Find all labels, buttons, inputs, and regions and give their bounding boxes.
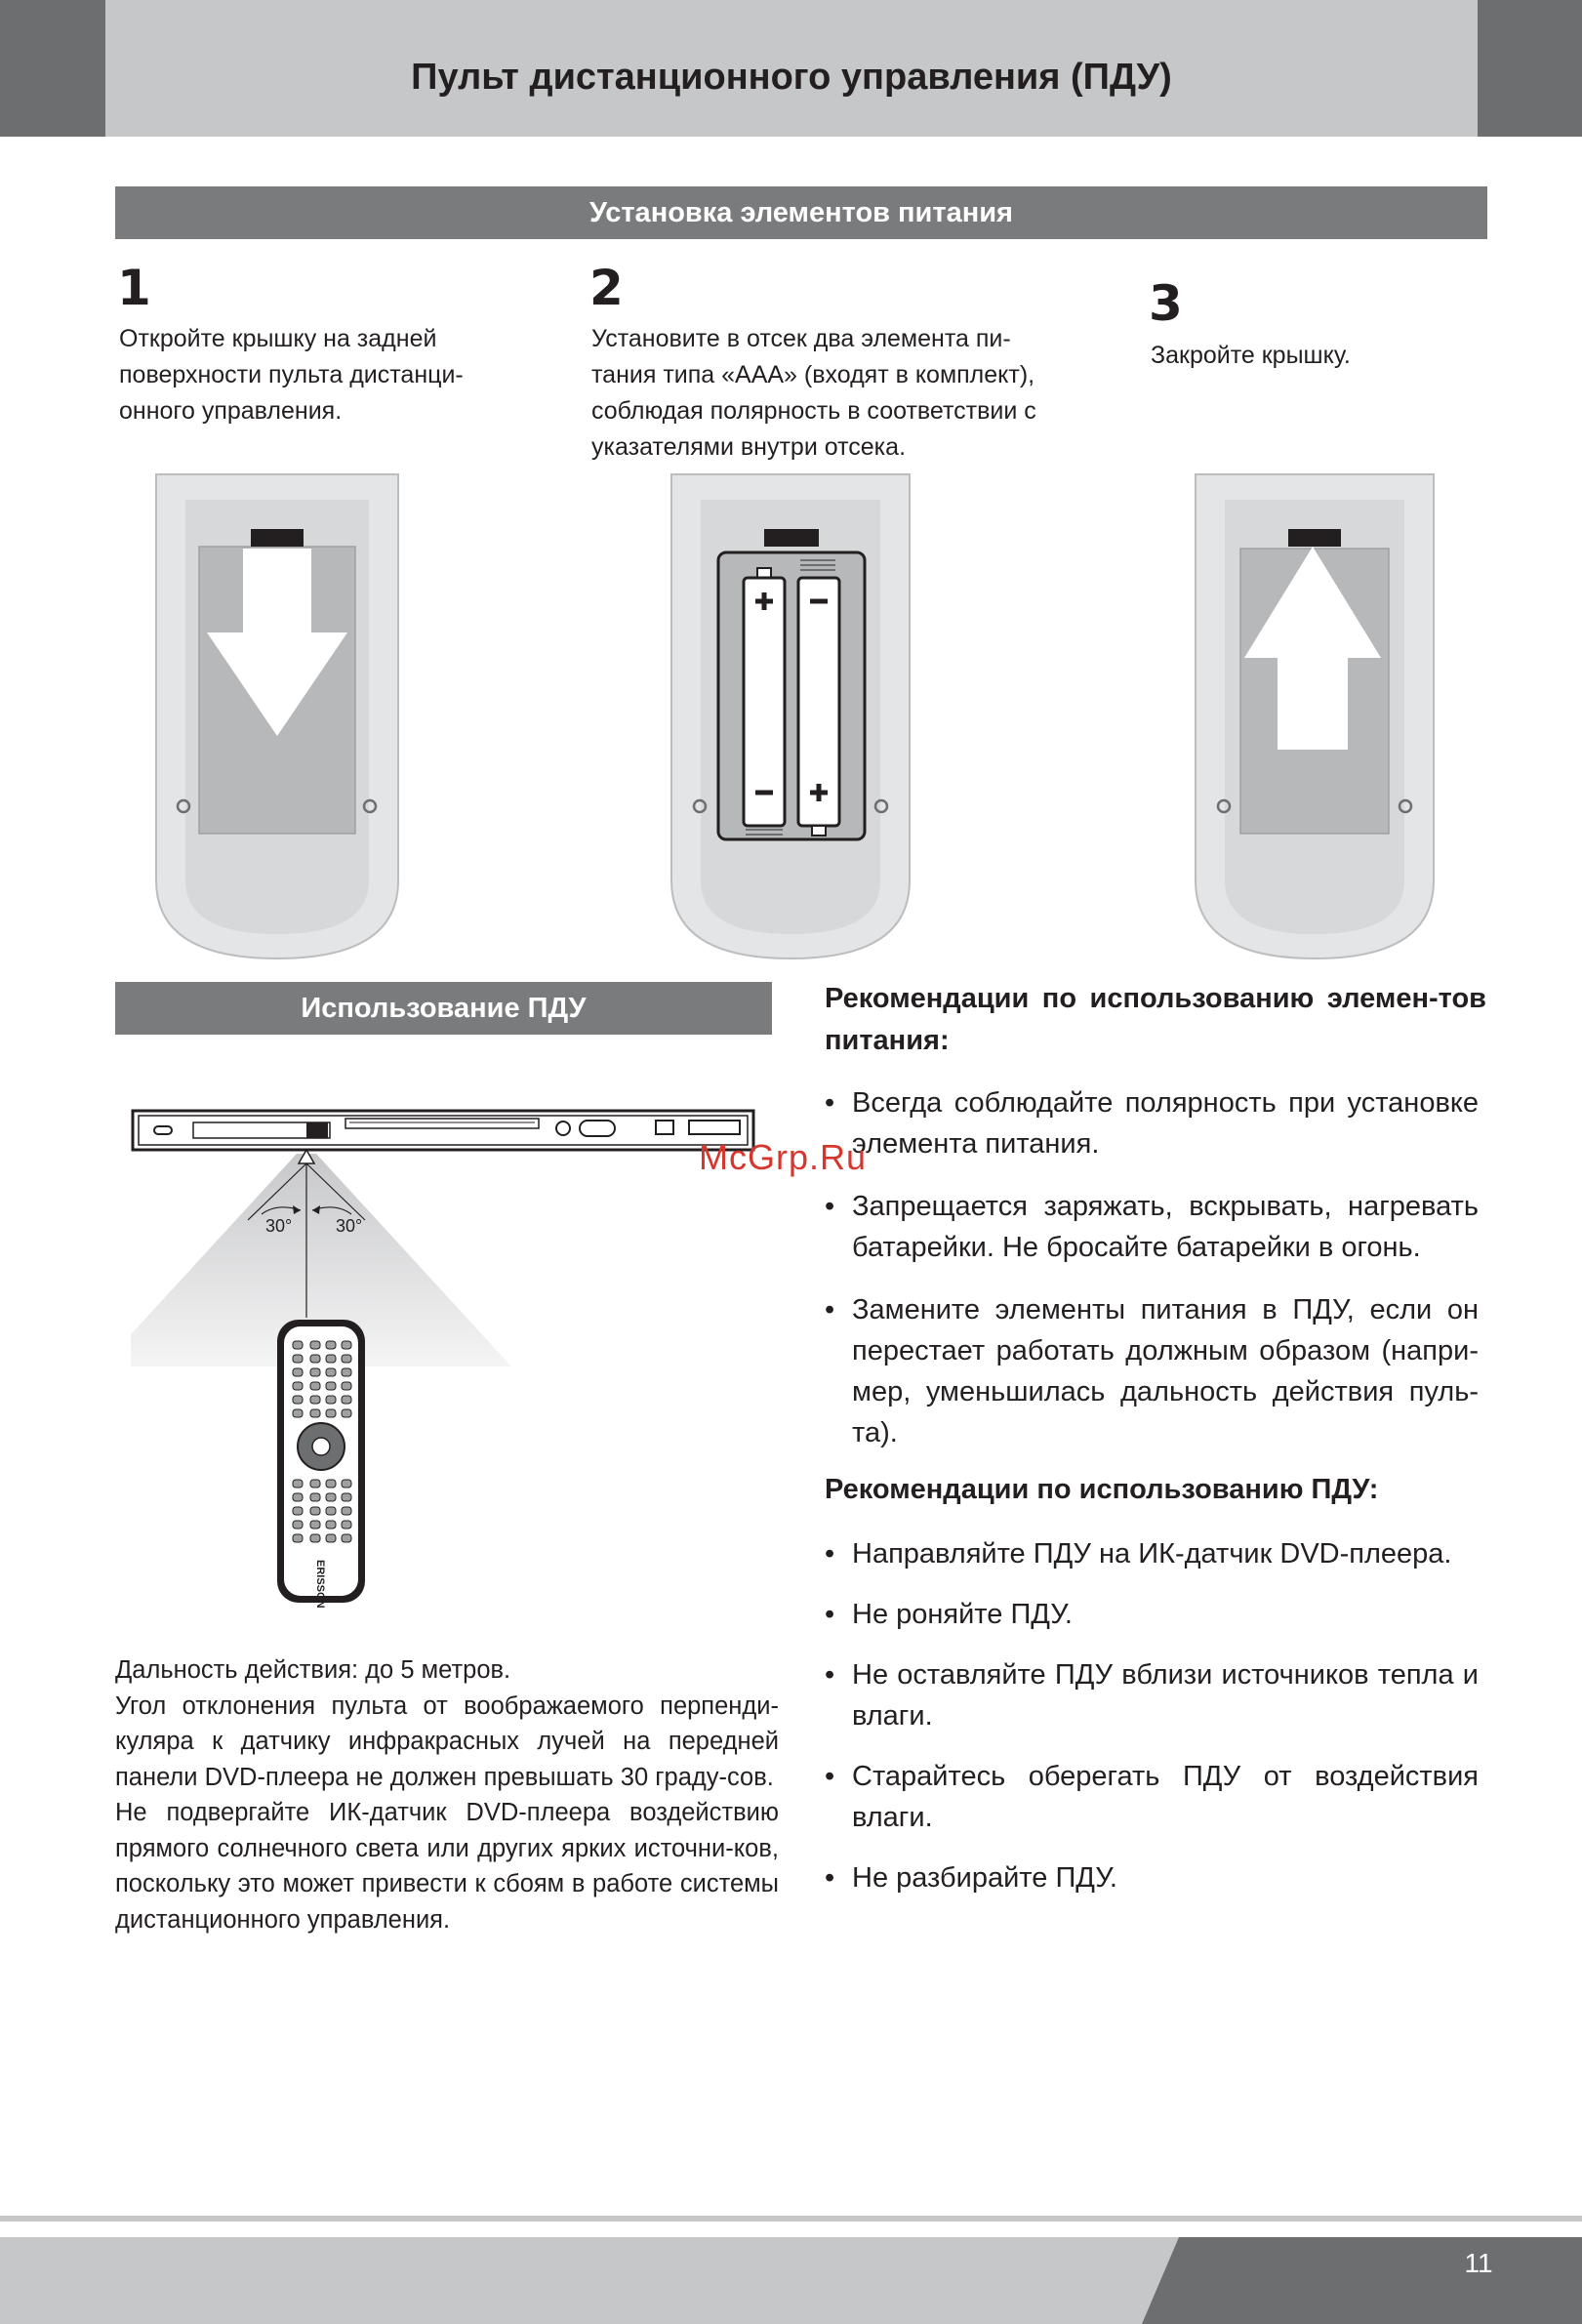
footer-divider xyxy=(0,2216,1582,2222)
install-section-title: Установка элементов питания xyxy=(115,186,1487,239)
list-item: • Не разбирайте ПДУ. xyxy=(825,1857,1479,1898)
battery-recommendations-heading: Рекомендации по использованию элемен-тов питания: xyxy=(825,983,1486,1056)
dvd-player xyxy=(133,1111,753,1150)
step-2-number: 2 xyxy=(589,260,624,316)
battery-right xyxy=(798,578,839,836)
footer-dark-block xyxy=(1142,2237,1582,2324)
battery-compartment xyxy=(718,552,865,839)
page-number: 11 xyxy=(1464,2248,1493,2278)
use-angle-paragraph: Угол отклонения пульта от воображаемого перпенди-куляра к датчику инфракрасных лучей на передней панели DVD-плеера не должен превышать 30 граду-сов. xyxy=(115,1692,779,1791)
remote-control xyxy=(277,1320,365,1609)
page-title: Пульт дистанционного управления (ПДУ) xyxy=(411,57,1172,98)
step-2-remote-batteries-illustration xyxy=(664,470,917,968)
use-sunlight-paragraph: Не подвергайте ИК-датчик DVD-плеера воздействию прямого солнечного света или других ярких источни-ков, поскольку это может привести к сбоям в работе системы дистанционного управления. xyxy=(115,1799,779,1934)
list-item: • Направляйте ПДУ на ИК-датчик DVD-плеера. xyxy=(825,1533,1479,1574)
use-range-paragraph: Дальность действия: до 5 метров. xyxy=(115,1656,511,1684)
list-item: • Замените элементы питания в ПДУ, если он перестает работать должным образом (напри-мер, уменьшилась дальность действия пуль-та). xyxy=(825,1289,1479,1453)
step-2-text: Установите в отсек два элемента пи-тания типа «ААА» (входят в комплект), соблюдая полярность в соответствии с указателями внутри отсека. xyxy=(591,325,1036,461)
battery-recommendations-list xyxy=(825,1082,1479,1475)
header-right-block xyxy=(1478,0,1582,137)
step-3-remote-close-illustration xyxy=(1188,470,1441,968)
list-item: • Старайтесь оберегать ПДУ от воздействия влаги. xyxy=(825,1756,1479,1838)
step-1-text: Откройте крышку на задней поверхности пульта дистанци-онного управления. xyxy=(119,325,464,425)
angle-left-label: 30° xyxy=(265,1216,293,1236)
list-item: • Не роняйте ПДУ. xyxy=(825,1594,1479,1635)
watermark: McGrp.Ru xyxy=(699,1137,868,1177)
remote-usage-diagram xyxy=(131,1103,765,1610)
list-item: • Не оставляйте ПДУ вблизи источников тепла и влаги. xyxy=(825,1654,1479,1736)
remote-recommendations-heading: Рекомендации по использованию ПДУ: xyxy=(825,1474,1379,1505)
use-description xyxy=(115,1652,779,1937)
battery-left xyxy=(744,568,785,826)
step-1-number: 1 xyxy=(117,260,151,316)
step-3-number: 3 xyxy=(1149,275,1183,332)
list-item: • Запрещается заряжать, вскрывать, нагревать батарейки. Не бросайте батарейки в огонь. xyxy=(825,1186,1479,1268)
header-left-block xyxy=(0,0,105,137)
remote-recommendations-list xyxy=(825,1533,1479,1918)
cover-latch xyxy=(251,529,304,547)
step-1-remote-back-illustration xyxy=(146,470,410,968)
step-3-text: Закройте крышку. xyxy=(1151,342,1351,369)
list-item: • Всегда соблюдайте полярность при установке элемента питания. xyxy=(825,1082,1479,1164)
use-section-title: Использование ПДУ xyxy=(115,982,772,1035)
remote-brand-label: ERISSON xyxy=(314,1560,326,1609)
angle-right-label: 30° xyxy=(336,1216,363,1236)
